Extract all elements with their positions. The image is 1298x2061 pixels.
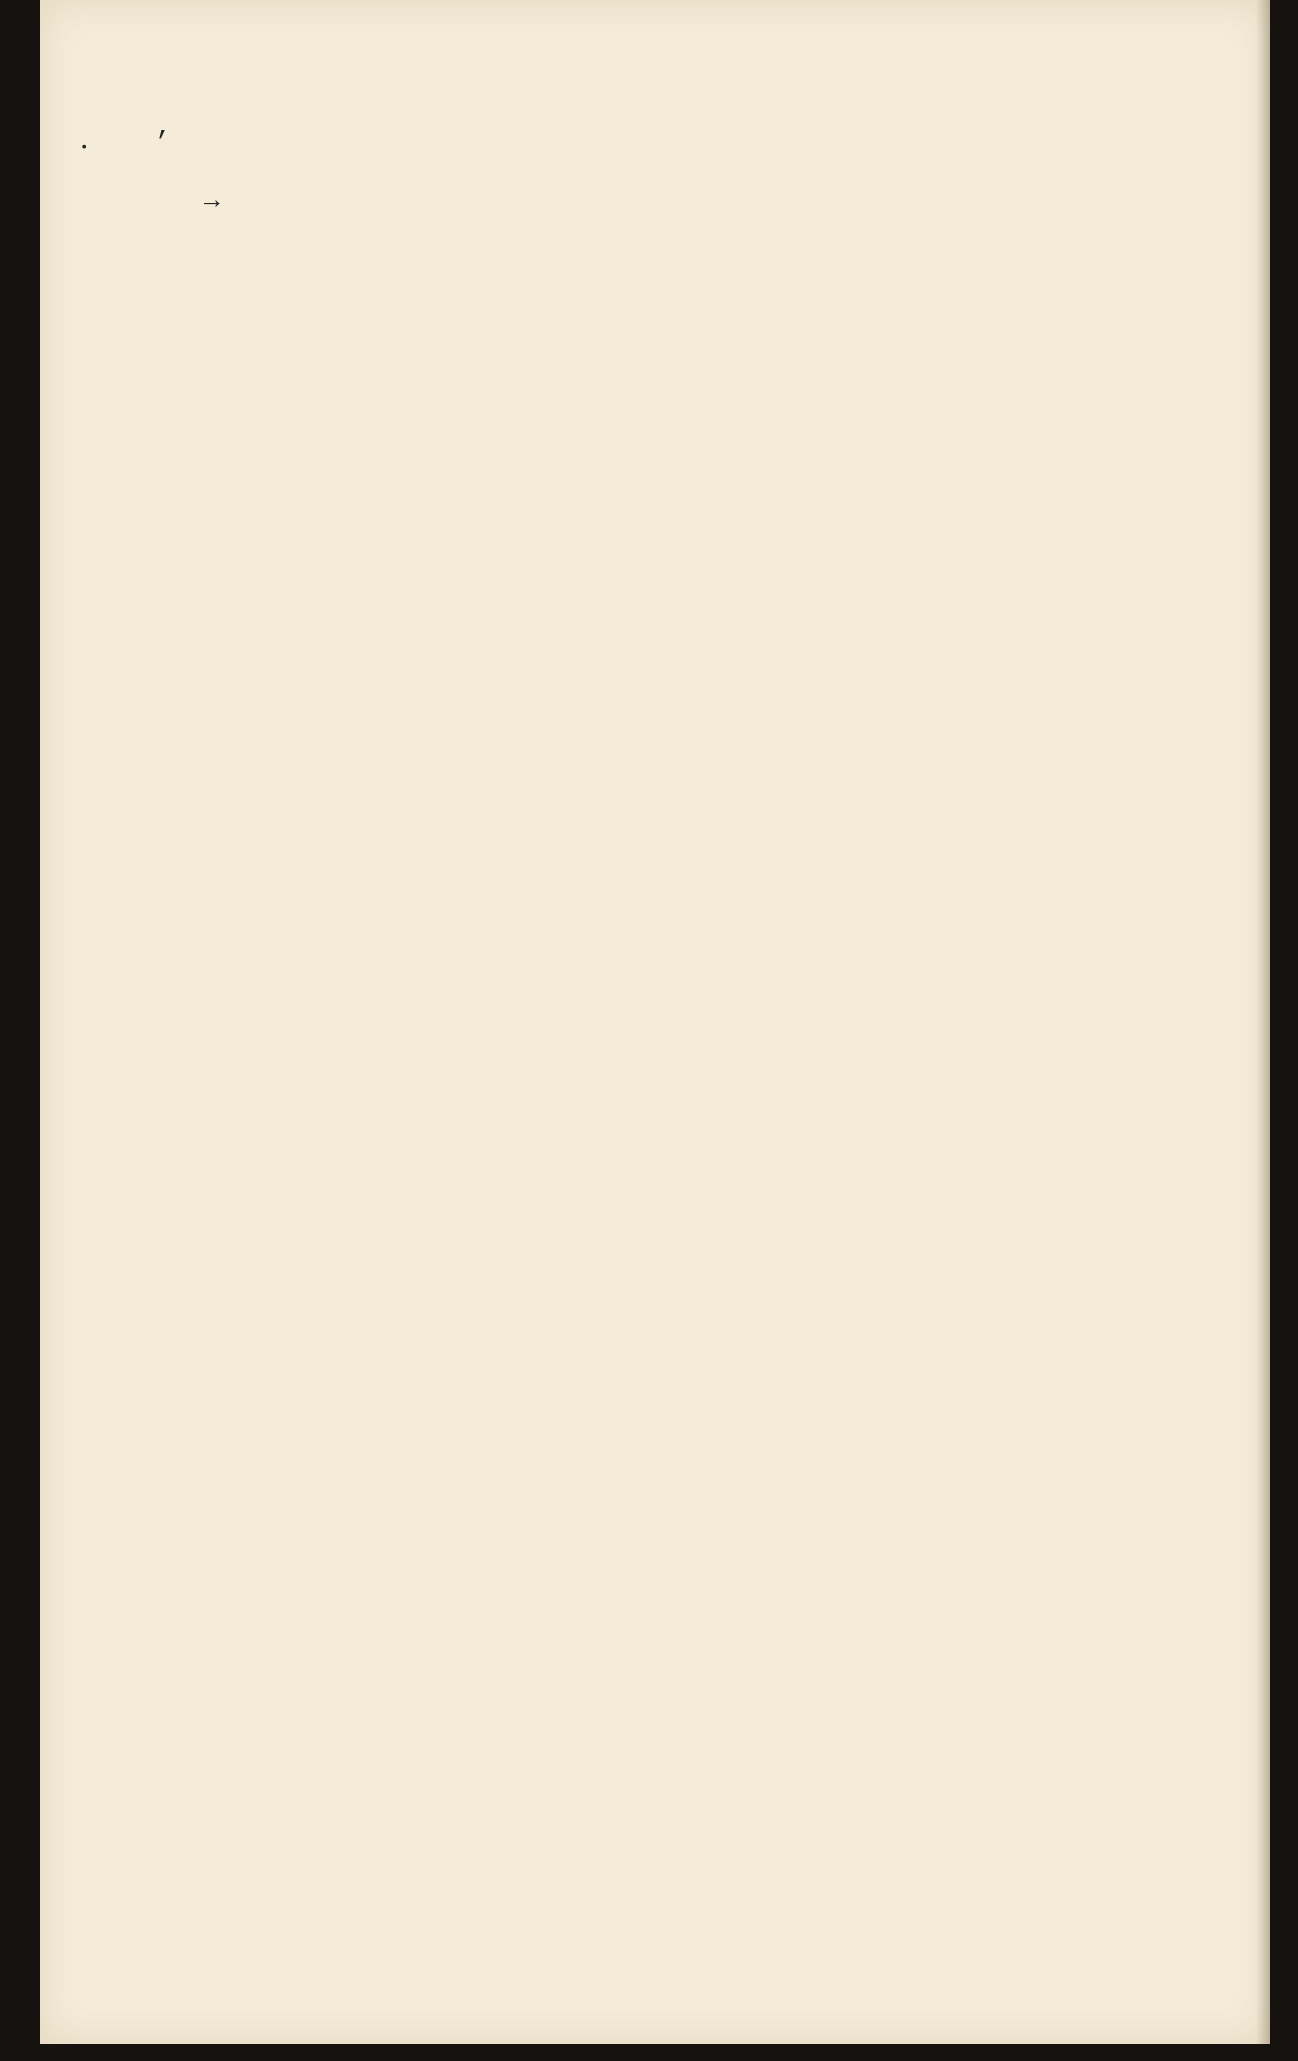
document-body xyxy=(195,165,1245,181)
margin-arrow-mark: → xyxy=(204,186,220,216)
archive-footer xyxy=(0,2044,1298,2061)
document-page xyxy=(40,0,1270,2044)
margin-dot: • xyxy=(80,140,89,156)
margin-mark: , xyxy=(156,112,172,142)
